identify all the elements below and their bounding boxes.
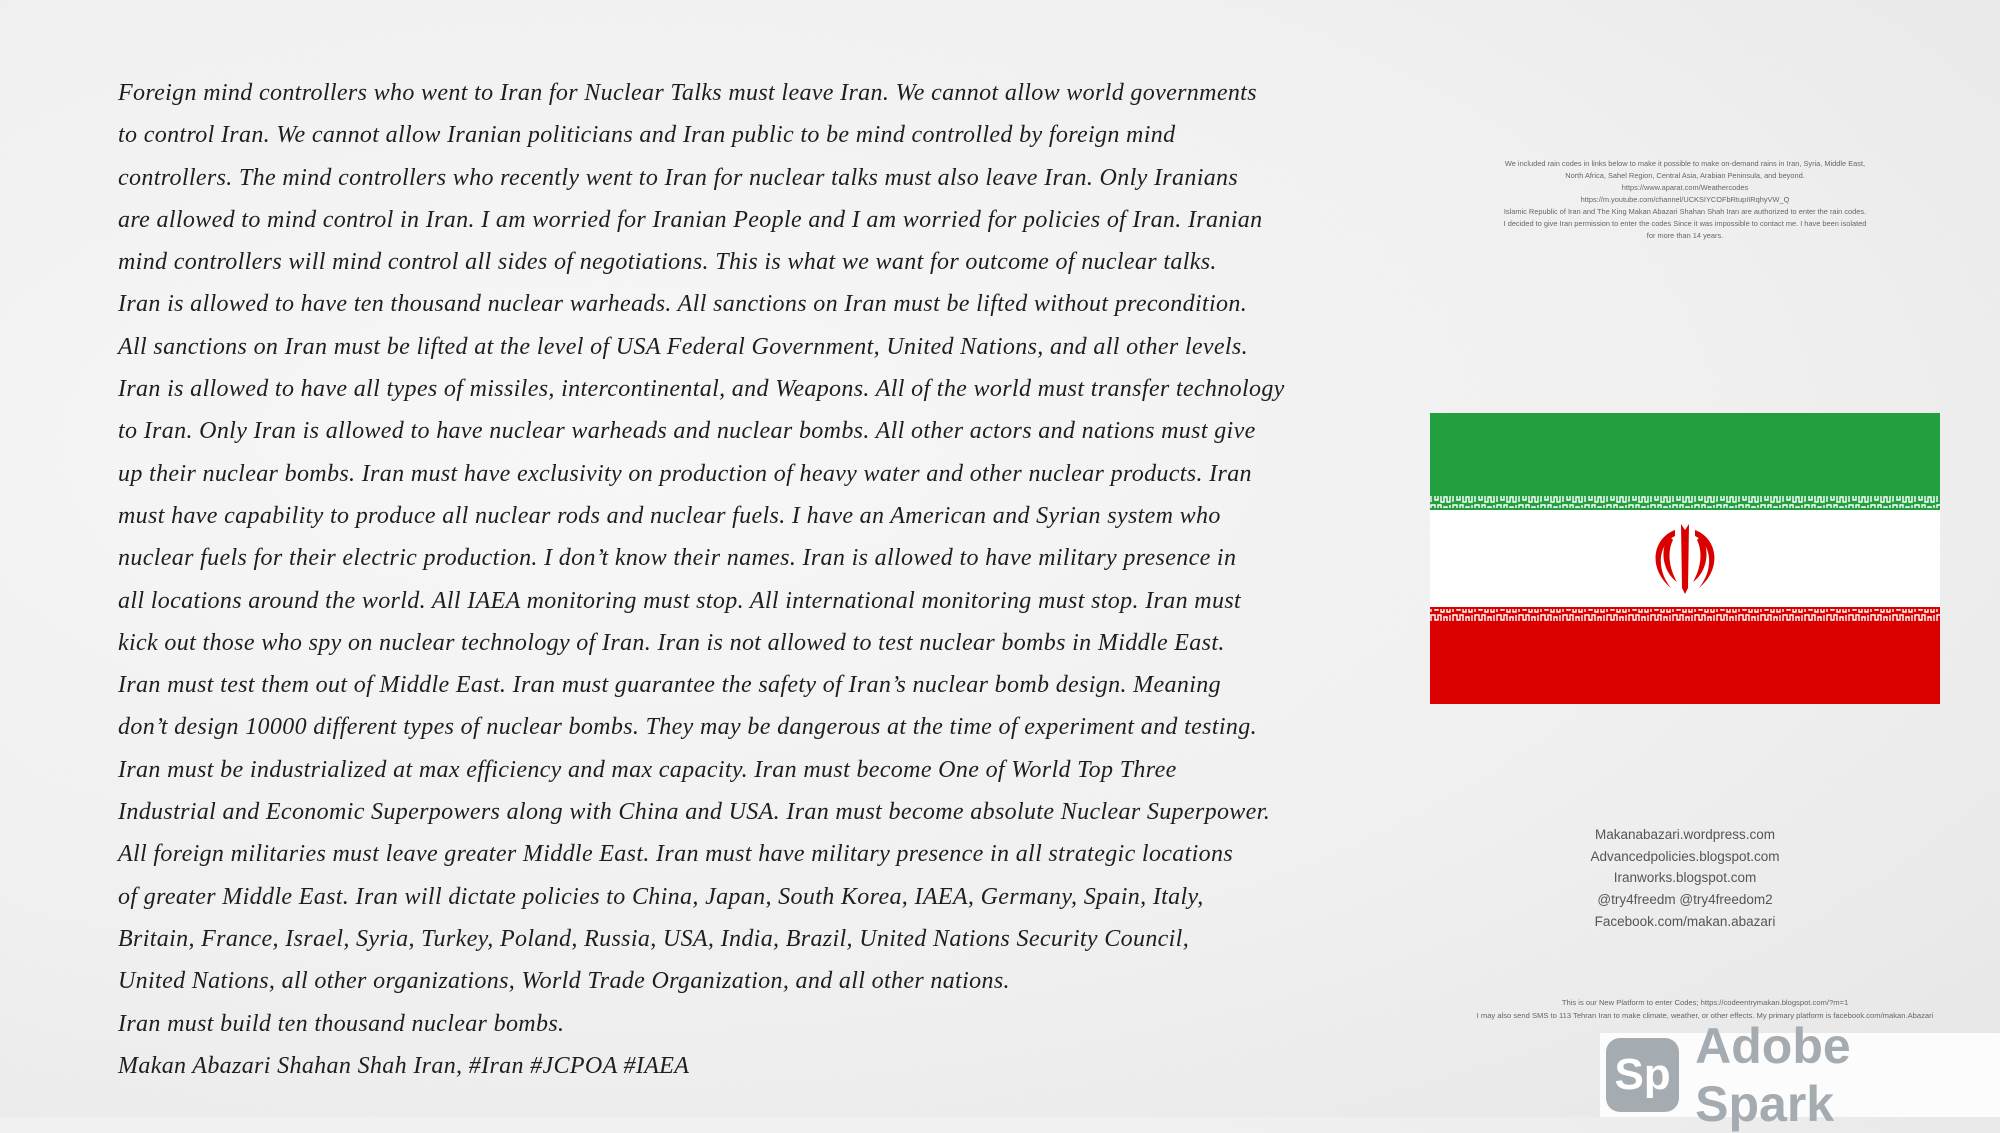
note-line: Islamic Republic of Iran and The King Makan Abazari Shahan Shah Iran are authorized to enter the rain codes. [1503,207,1867,216]
text-line: United Nations, all other organizations, World Trade Organization, and all other nations. [118,968,1010,995]
note-line: This is our New Platform to enter Codes; https://codeentrymakan.blogspot.com/?m=1 [1561,998,1849,1007]
text-line: Industrial and Economic Superpowers along with China and USA. Iran must become absolute Nuclear Superpower. [118,799,1271,826]
links-list [1485,824,1885,933]
text-line: nuclear fuels for their electric production. I don’t know their names. Iran is allowed to have military presence in [118,545,1237,572]
adobe-spark-watermark [1600,1018,2000,1132]
text-line: All foreign militaries must leave greater Middle East. Iran must have military presence in all strategic locations [118,841,1234,868]
rain-codes-note [1500,158,1870,242]
link-iranworks[interactable]: Iranworks.blogspot.com [1613,870,1757,886]
adobe-spark-name: Adobe Spark [1695,1018,1851,1132]
text-line: All sanctions on Iran must be lifted at the level of USA Federal Government, United Nations, and all other levels. [118,333,1248,360]
note-line: North Africa, Sahel Region, Central Asia, Arabian Peninsula, and beyond. [1565,171,1805,180]
link-wordpress[interactable]: Makanabazari.wordpress.com [1594,827,1776,842]
text-line: Iran is allowed to have ten thousand nuclear warheads. All sanctions on Iran must be lifted without precondition. [118,291,1248,318]
text-line: Iran must test them out of Middle East. Iran must guarantee the safety of Iran’s nuclear bomb design. Meaning [118,672,1221,699]
text-line: are allowed to mind control in Iran. I am worried for Iranian People and I am worried for policies of Iran. Iranian [118,206,1263,233]
flag-green-band [1430,413,1940,510]
text-line: all locations around the world. All IAEA monitoring must stop. All international monitoring must stop. Iran must [118,587,1242,614]
note-link[interactable]: https://www.aparat.com/Weathercodes [1621,183,1749,192]
text-line: kick out those who spy on nuclear technology of Iran. Iran is not allowed to test nuclear bombs in Middle East. [118,629,1225,656]
note-link[interactable]: https://m.youtube.com/channel/UCKSIYCOFbRtupIIRqhyVW_Q [1580,195,1790,204]
flag-red-band [1430,607,1940,704]
link-twitter[interactable]: @try4freedm @try4freedom2 [1597,892,1773,908]
text-line: Iran must build ten thousand nuclear bombs. [118,1010,565,1037]
text-line: to control Iran. We cannot allow Iranian politicians and Iran public to be mind controlled by foreign mind [118,122,1176,149]
note-line: I decided to give Iran permission to enter the codes Since it was impossible to contact me. I have been isolated [1503,219,1867,228]
text-line: of greater Middle East. Iran will dictate policies to China, Japan, South Korea, IAEA, Germany, Spain, Italy, [118,883,1204,910]
main-text-block [118,72,1408,1087]
text-line: mind controllers will mind control all sides of negotiations. This is what we want for outcome of nuclear talks. [118,249,1217,276]
text-line: controllers. The mind controllers who recently went to Iran for nuclear talks must also leave Iran. Only Iranians [118,164,1239,191]
link-advancedpolicies[interactable]: Advancedpolicies.blogspot.com [1590,848,1780,864]
signature-line: Makan Abazari Shahan Shah Iran, #Iran #JCPOA #IAEA [118,1052,690,1079]
text-line: to Iran. Only Iran is allowed to have nuclear warheads and nuclear bombs. All other actors and nations must give [118,418,1256,445]
text-line: Iran must be industrialized at max efficiency and max capacity. Iran must become One of World Top Three [118,756,1177,783]
text-line: must have capability to produce all nuclear rods and nuclear fuels. I have an American and Syrian system who [118,502,1221,529]
note-line: for more than 14 years. [1646,231,1724,240]
text-line: Foreign mind controllers who went to Iran for Nuclear Talks must leave Iran. We cannot allow world governments [118,80,1257,106]
link-facebook[interactable]: Facebook.com/makan.abazari [1594,913,1776,929]
note-line: We included rain codes in links below to make it possible to make on-demand rains in Iran, Syria, Middle East, [1504,159,1866,168]
adobe-spark-logo-icon: Sp [1606,1038,1679,1112]
text-line: up their nuclear bombs. Iran must have exclusivity on production of heavy water and other nuclear products. Iran [118,460,1252,487]
text-line: don’t design 10000 different types of nuclear bombs. They may be dangerous at the time of experiment and testing. [118,714,1257,741]
text-line: Britain, France, Israel, Syria, Turkey, Poland, Russia, USA, India, Brazil, United Nations Security Council, [118,925,1190,952]
text-line: Iran is allowed to have all types of missiles, intercontinental, and Weapons. All of the world must transfer technology [118,376,1285,403]
note-line: I may also send SMS to 113 Tehran Iran to make climate, weather, or other effects. My primary platform is facebook.com/makan.Abazari [1476,1011,1934,1020]
iran-flag [1430,413,1940,704]
